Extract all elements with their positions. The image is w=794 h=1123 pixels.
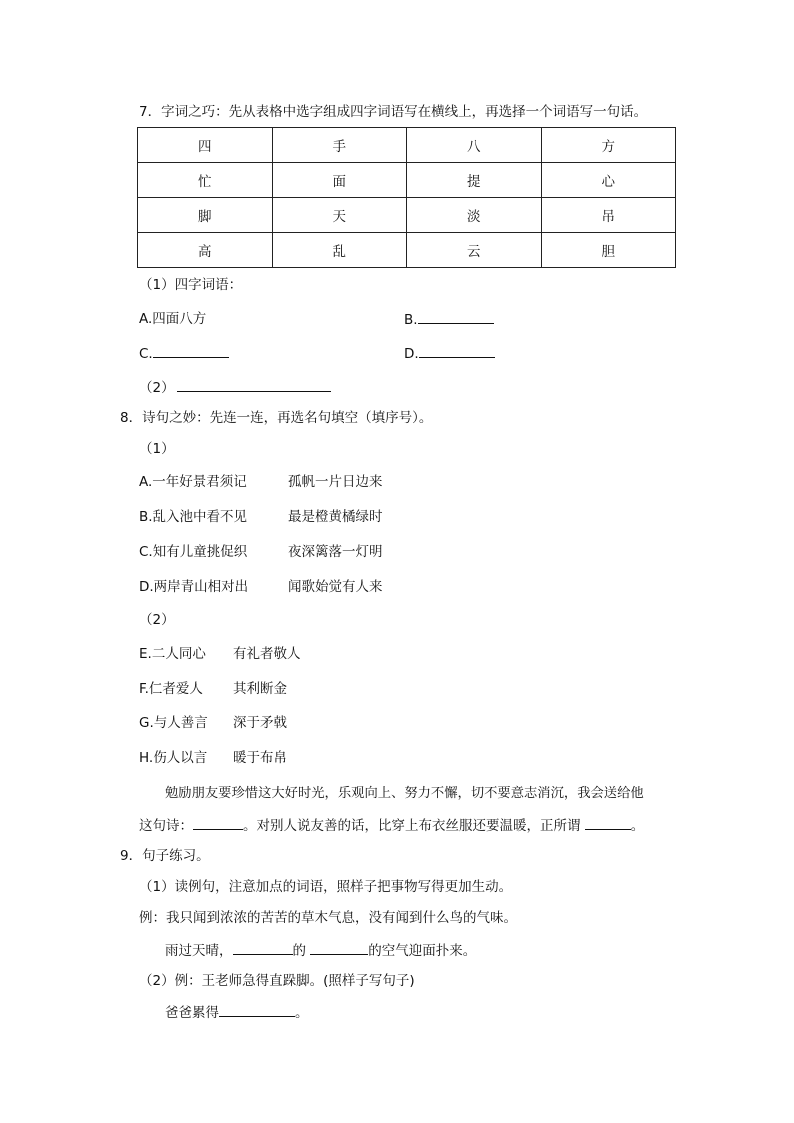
q7-answer-a: A.四面八方 — [139, 311, 207, 327]
grid-cell: 淡 — [407, 198, 542, 233]
q9-exercise1 — [165, 940, 476, 961]
grid-cell: 面 — [272, 163, 407, 198]
q9-exercise2-text-a: 爸爸累得 — [165, 1005, 219, 1021]
q8-fill-line1: 勉励朋友要珍惜这大好时光，乐观向上、努力不懈，切不要意志消沉，我会送给他 — [165, 786, 644, 801]
q9-exercise2 — [165, 1002, 309, 1023]
grid-cell: 云 — [407, 233, 542, 268]
q8-pair2-left: H.伤人以言 — [139, 750, 208, 766]
q8-pair1-right: 闻歌始觉有人来 — [288, 579, 383, 595]
grid-row — [138, 128, 676, 163]
q8-part2-label: （2） — [139, 612, 175, 628]
q9-title: 9．句子练习。 — [120, 848, 210, 864]
q8-title: 8．诗句之妙：先连一连，再选名句填空（填序号）。 — [120, 410, 433, 426]
grid-cell: 高 — [138, 233, 273, 268]
q7-answer-d-blank[interactable] — [419, 343, 495, 358]
q8-pair1-left: A.一年好景君须记 — [139, 474, 247, 490]
q7-part2-label: （2） — [139, 380, 175, 396]
q9-exercise1-blank-2[interactable] — [310, 940, 368, 955]
grid-row — [138, 163, 676, 198]
q9-exercise1-text-a: 雨过天晴， — [165, 943, 233, 959]
grid-cell: 胆 — [541, 233, 676, 268]
grid-cell: 乱 — [272, 233, 407, 268]
q8-pair1-right: 夜深篱落一灯明 — [288, 544, 383, 560]
q8-fill-text-b: 。对别人说友善的话，比穿上布衣丝服还要温暖，正所谓 — [243, 818, 585, 834]
q8-pair2-right: 深于矛戟 — [233, 715, 287, 731]
q8-pair2-right: 暖于布帛 — [233, 750, 287, 766]
q9-exercise1-text-c: 的空气迎面扑来。 — [368, 943, 477, 959]
q9-exercise1-blank-1[interactable] — [233, 940, 293, 955]
q7-title: 7．字词之巧：先从表格中选字组成四字词语写在横线上，再选择一个词语写一句话。 — [139, 104, 648, 120]
grid-cell: 手 — [272, 128, 407, 163]
character-grid — [137, 127, 676, 268]
q8-part1-label: （1） — [139, 441, 175, 457]
q7-part2 — [139, 377, 331, 398]
q9-part1: （1）读例句，注意加点的词语，照样子把事物写得更加生动。 — [139, 879, 513, 895]
grid-row — [138, 198, 676, 233]
q9-example1: 例：我只闻到浓浓的苦苦的草木气息，没有闻到什么鸟的气味。 — [139, 910, 517, 926]
q8-fill-text-c: 。 — [630, 818, 645, 834]
q7-sentence-blank[interactable] — [177, 377, 331, 392]
q7-answer-c — [139, 343, 229, 364]
q7-answer-b — [404, 309, 494, 330]
grid-cell: 提 — [407, 163, 542, 198]
q8-fill-text-a: 这句诗： — [139, 818, 193, 834]
grid-cell: 八 — [407, 128, 542, 163]
q9-exercise1-text-b: 的 — [292, 943, 311, 959]
q7-answer-c-label: C. — [139, 346, 153, 362]
q7-answer-c-blank[interactable] — [153, 343, 229, 358]
q9-exercise2-blank[interactable] — [219, 1002, 295, 1017]
q8-pair2-right: 有礼者敬人 — [233, 646, 301, 662]
q8-pair2-left: G.与人善言 — [139, 715, 208, 731]
q8-pair1-right: 最是橙黄橘绿时 — [288, 509, 383, 525]
q8-pair1-left: D.两岸青山相对出 — [139, 579, 249, 595]
q8-pair1-right: 孤帆一片日边来 — [288, 474, 383, 490]
grid-cell: 方 — [541, 128, 676, 163]
q8-saying-blank[interactable] — [585, 815, 631, 830]
grid-row — [138, 233, 676, 268]
q7-answer-b-label: B. — [404, 312, 418, 328]
grid-cell: 心 — [541, 163, 676, 198]
q8-pair2-right: 其利断金 — [233, 681, 287, 697]
q8-pair2-left: E.二人同心 — [139, 646, 206, 662]
grid-cell: 天 — [272, 198, 407, 233]
q8-poem-blank[interactable] — [193, 815, 243, 830]
q7-answer-b-blank[interactable] — [418, 309, 494, 324]
q7-answer-d — [404, 343, 495, 364]
grid-cell: 吊 — [541, 198, 676, 233]
q9-exercise2-text-b: 。 — [295, 1005, 309, 1021]
q8-pair2-left: F.仁者爱人 — [139, 681, 203, 697]
q9-part2: （2）例：王老师急得直跺脚。(照样子写句子) — [139, 973, 415, 989]
q8-pair1-left: C.知有儿童挑促织 — [139, 544, 248, 560]
q7-part1-label: （1）四字词语： — [139, 277, 243, 293]
grid-cell: 脚 — [138, 198, 273, 233]
grid-cell: 忙 — [138, 163, 273, 198]
q8-fill-line2 — [139, 815, 644, 836]
grid-cell: 四 — [138, 128, 273, 163]
q8-pair1-left: B.乱入池中看不见 — [139, 509, 248, 525]
q7-answer-d-label: D. — [404, 346, 419, 362]
